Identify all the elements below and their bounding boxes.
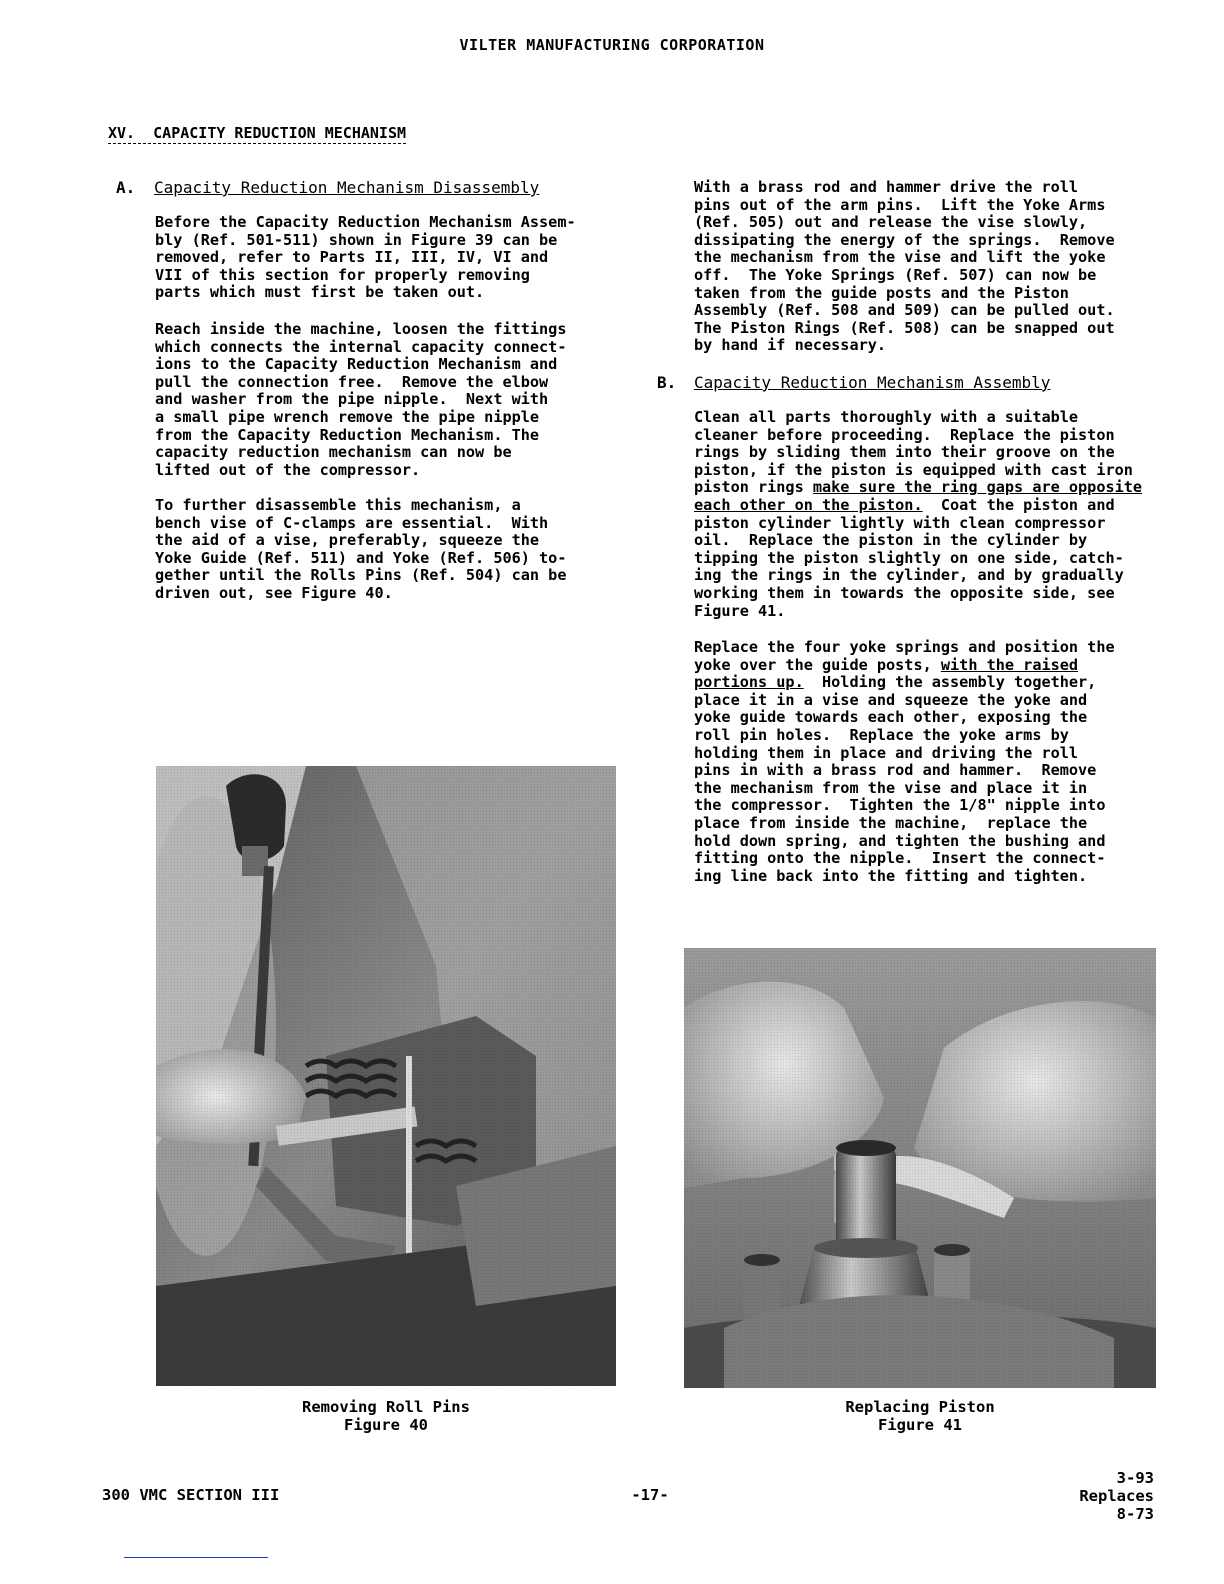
part-a-title: Capacity Reduction Mechanism Disassembly	[154, 178, 540, 197]
part-a-paragraph-2: Reach inside the machine, loosen the fittings which connects the internal capacity connect- ions to the Capacity Reduction Mechanism and pull the connection free. Remove the elbow and washer from the pipe nipple. Next with a small pipe wrench remove the pipe nipple from the Capacity Reduction Mechanism. The capacity reduction mechanism can now be lifted out of the compressor.	[155, 320, 567, 479]
part-a-letter: A.	[116, 178, 136, 197]
divider-line	[124, 1557, 268, 1558]
part-b-p1-text-b: Coat the piston and	[922, 495, 1115, 514]
figure-41-photo	[684, 948, 1156, 1388]
part-b-p1-text-a: Clean all parts thoroughly with a suitable cleaner before proceeding. Replace the piston rings by sliding them into their groove on the piston, if the piston is equipped with cast iron piston rings	[694, 408, 1133, 497]
part-b-p2-underline-2: portions up.	[694, 673, 804, 692]
figure-41-caption-text: Replacing Piston	[845, 1398, 995, 1416]
figure-41-number: Figure 41	[878, 1416, 962, 1434]
part-b-p1-underline-2: each other on the piston.	[694, 495, 923, 514]
part-b-p2-text-b: Holding the assembly together, place it in a vise and squeeze the yoke and yoke guide towards each other, exposing the roll pin holes. Replace the yoke arms by holding them in place and driving the roll pins in with a brass rod and hammer. Remove the mechanism from the vise and place it in the compressor. Tighten the 1/8" nipple into place from inside the machine, replace the hold down spring, and tighten the bushing and fitting onto the nipple. Insert the connect- ing line back into the fitting and tighten.	[694, 673, 1106, 885]
revision-date: 3-93	[1116, 1469, 1154, 1487]
figure-40-illustration	[156, 766, 616, 1386]
part-b-letter: B.	[657, 373, 677, 392]
figure-40-photo	[156, 766, 616, 1386]
figure-40-caption	[156, 1398, 616, 1434]
part-b-p2-underline-1: with the raised	[940, 655, 1079, 674]
part-b-p1-underline-1: make sure the ring gaps are opposite	[812, 478, 1143, 497]
figure-40-number: Figure 40	[344, 1416, 428, 1434]
figure-41-illustration	[684, 948, 1156, 1388]
part-b-p2-text-a: Replace the four yoke springs and position the yoke over the guide posts,	[694, 638, 1115, 674]
figure-40-caption-text: Removing Roll Pins	[302, 1398, 470, 1416]
part-a-paragraph-3: To further disassemble this mechanism, a bench vise of C-clamps are essential. With the aid of a vise, preferably, squeeze the Yoke Guide (Ref. 511) and Yoke (Ref. 506) to- gether until the Rolls Pins (Ref. 504) can be driven out, see Figure 40.	[155, 496, 567, 602]
page-number: -17-	[631, 1486, 669, 1504]
page-header: VILTER MANUFACTURING CORPORATION	[459, 36, 765, 54]
part-a-paragraph-4: With a brass rod and hammer drive the roll pins out of the arm pins. Lift the Yoke Arms (Ref. 505) out and release the vise slowly, dissipating the energy of the springs. Remove the mechanism from the vise and lift the yoke off. The Yoke Springs (Ref. 507) can now be taken from the guide posts and the Piston Assembly (Ref. 508 and 509) can be pulled out. The Piston Rings (Ref. 508) can be snapped out by hand if necessary.	[694, 178, 1115, 355]
revision-info	[1079, 1469, 1154, 1523]
part-b-paragraph-2	[694, 639, 1115, 885]
part-b-p1-text-c: piston cylinder lightly with clean compressor oil. Replace the piston in the cylinder by tipping the piston slightly on one side, catch- ing the rings in the cylinder, and by gradually working them in towards the opposite side, see Figure 41.	[694, 513, 1124, 620]
replaces-label: Replaces	[1079, 1487, 1154, 1505]
footer-section: 300 VMC SECTION III	[102, 1486, 280, 1504]
replaces-date: 8-73	[1116, 1505, 1154, 1523]
part-b-paragraph-1	[694, 409, 1142, 620]
figure-41-caption	[684, 1398, 1156, 1434]
part-b-title: Capacity Reduction Mechanism Assembly	[694, 373, 1051, 392]
part-a-paragraph-1: Before the Capacity Reduction Mechanism Assem- bly (Ref. 501-511) shown in Figure 39 can be removed, refer to Parts II, III, IV, VI and VII of this section for properly removing parts which must first be taken out.	[155, 213, 576, 302]
section-title: XV. CAPACITY REDUCTION MECHANISM	[108, 124, 407, 142]
